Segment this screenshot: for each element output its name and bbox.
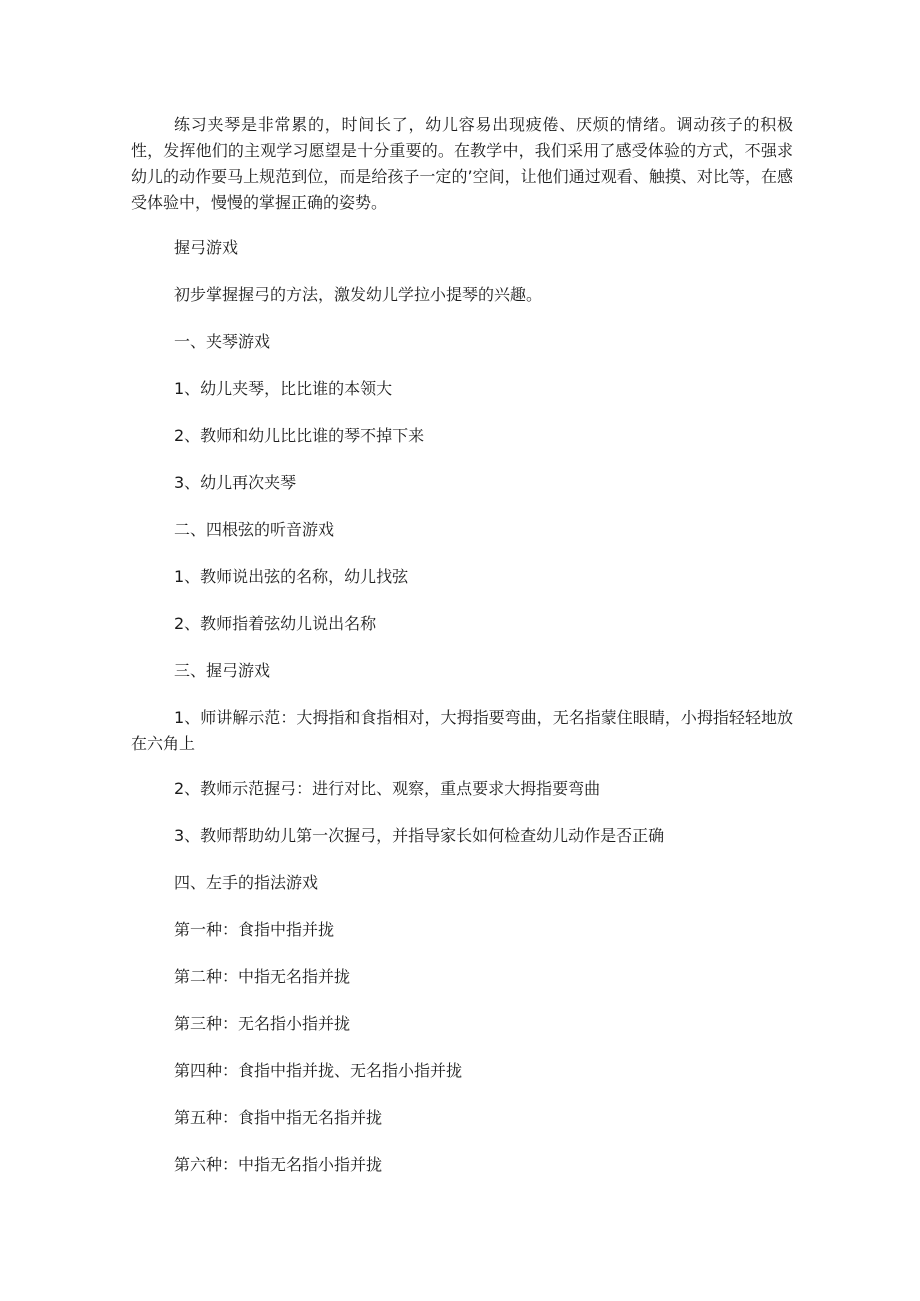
list-item: 2、教师和幼儿比比谁的琴不掉下来 [174, 426, 425, 445]
list-item: 第二种：中指无名指并拢 [174, 967, 351, 986]
section-heading-bow-game: 三、握弓游戏 [174, 661, 271, 680]
list-item: 第五种：食指中指无名指并拢 [174, 1108, 383, 1127]
list-item-wrapped: 1、师讲解示范：大拇指和食指相对，大拇指要弯曲，无名指蒙住眼睛，小拇指轻轻地放在六角上 [131, 708, 793, 753]
list-item: 第四种：食指中指并拢、无名指小指并拢 [174, 1061, 463, 1080]
list-item: 3、幼儿再次夹琴 [174, 473, 297, 492]
intro-paragraph: 练习夹琴是非常累的，时间长了，幼儿容易出现疲倦、厌烦的情绪。调动孩子的积极性，发挥他们的主观学习愿望是十分重要的。在教学中，我们采用了感受体验的方式，不强求幼儿的动作要马上规范到位，而是给孩子一定的’空间，让他们通过观看、触摸、对比等，在感受体验中，慢慢的掌握正确的姿势。 [131, 115, 793, 212]
section-heading-finger-game: 四、左手的指法游戏 [174, 873, 319, 892]
section-heading-string-game: 二、四根弦的听音游戏 [174, 520, 335, 539]
list-item: 1、幼儿夹琴，比比谁的本领大 [174, 379, 393, 398]
document-title: 握弓游戏 [174, 238, 239, 257]
list-item: 1、教师说出弦的名称，幼儿找弦 [174, 567, 409, 586]
section-heading-clamp-game: 一、夹琴游戏 [174, 332, 271, 351]
list-item: 3、教师帮助幼儿第一次握弓，并指导家长如何检查幼儿动作是否正确 [174, 826, 665, 845]
list-item: 第三种：无名指小指并拢 [174, 1014, 351, 1033]
goal-text: 初步掌握握弓的方法，激发幼儿学拉小提琴的兴趣。 [174, 285, 543, 304]
list-item: 第六种：中指无名指小指并拢 [174, 1155, 383, 1174]
list-item: 第一种：食指中指并拢 [174, 920, 335, 939]
document-body [131, 112, 793, 1199]
list-item: 2、教师示范握弓：进行对比、观察，重点要求大拇指要弯曲 [174, 779, 601, 798]
list-item: 2、教师指着弦幼儿说出名称 [174, 614, 377, 633]
